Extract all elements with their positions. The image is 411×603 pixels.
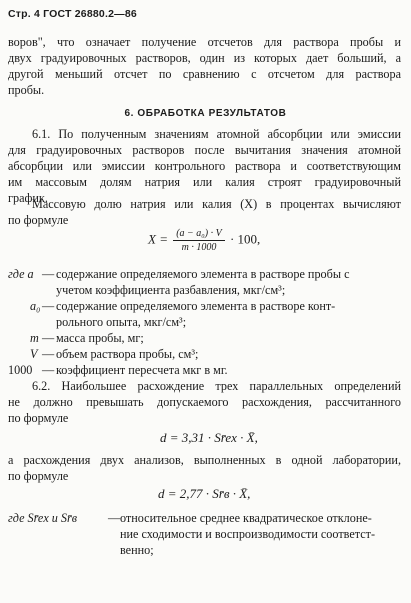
def-dash-1000: — [42, 363, 55, 377]
def-dash-a: — [42, 267, 55, 281]
def-a0-line-1: содержание определяемого элемента в растворе конт- [56, 299, 336, 313]
formula1-fraction [173, 228, 225, 253]
formula1-denominator: m · 1000 [181, 242, 217, 253]
section-title: 6. ОБРАБОТКА РЕЗУЛЬТАТОВ [124, 108, 287, 119]
def-a-line-1: содержание определяемого элемента в растворе пробы с [56, 267, 350, 281]
intro-line-4: пробы. [8, 83, 45, 97]
def-1000-line-1: коэффициент пересчета мкг в мг. [56, 363, 228, 377]
where-s-line-3: венно; [120, 543, 154, 557]
mass-line-1: Массовую долю натрия или калия (X) в процентах вычисляют [32, 197, 401, 211]
def-a-line-2: учетом коэффициента разбавления, мкг/см³; [56, 283, 286, 297]
def-m-line-1: масса пробы, мг; [56, 331, 144, 345]
def-a0-line-2: рольного опыта, мкг/см³; [56, 315, 187, 329]
p61-line-2: для градуировочных растворов после вычитания значения атомной [8, 143, 401, 157]
formula-mass-fraction [148, 228, 260, 253]
formula-convergence: d = 3,31 · Sr̄ex · X̄, [160, 430, 258, 445]
where-s-line-2: ние сходимости и воспроизводимости соответст- [120, 527, 376, 541]
where-s-line-1: относительное среднее квадратическое отклоне- [120, 511, 372, 525]
two-analyses-line-1: а расхождения двух анализов, выполненных в одной лаборатории, [8, 453, 401, 467]
where-s-term: где Sr̄ex и Sr̄в [8, 511, 78, 525]
p61-line-4: им массовым долям натрия или калия строят градуировочный [8, 175, 401, 189]
intro-line-2: двух градуировочных растворов, один из которых дает больший, а [8, 51, 401, 65]
formula1-numerator: (a − a₀) · V [173, 228, 225, 241]
def-dash-v: — [42, 347, 55, 361]
def-term-m: m [30, 331, 39, 345]
intro-line-1: воров", что означает получение отсчетов для раствора пробы и [8, 35, 401, 49]
p62-line-3: по формуле [8, 411, 69, 425]
p61-line-1: 6.1. По полученным значениям атомной абсорбции или эмиссии [32, 127, 401, 141]
def-term-a: где a [8, 267, 34, 281]
p62-line-1: 6.2. Наибольшее расхождение трех параллельных определений [32, 379, 401, 393]
formula1-lhs: X = [148, 231, 168, 247]
two-analyses-line-2: по формуле [8, 469, 69, 483]
intro-line-3: другой меньший отсчет по сравнению с отсчетом для раствора [8, 67, 401, 81]
where-s-dash: — [108, 511, 121, 525]
mass-line-2: по формуле [8, 213, 69, 227]
p62-line-2: не должно превышать допускаемого расхождения, рассчитанного [8, 395, 401, 409]
def-term-a0: a₀ [30, 299, 41, 313]
formula-reproducibility: d = 2,77 · Sr̄в · X̄, [158, 486, 251, 501]
formula1-rhs: · 100, [229, 231, 261, 247]
def-term-v: V [30, 347, 38, 361]
def-dash-a0: — [42, 299, 55, 313]
def-term-1000: 1000 [8, 363, 33, 377]
def-dash-m: — [42, 331, 55, 345]
running-header: Стр. 4 ГОСТ 26880.2—86 [8, 8, 137, 20]
p61-line-3: абсорбции или эмиссии контрольного раствора и соответствующим [8, 159, 401, 173]
p61-line-5: график. [8, 191, 48, 205]
def-v-line-1: объем раствора пробы, см³; [56, 347, 199, 361]
